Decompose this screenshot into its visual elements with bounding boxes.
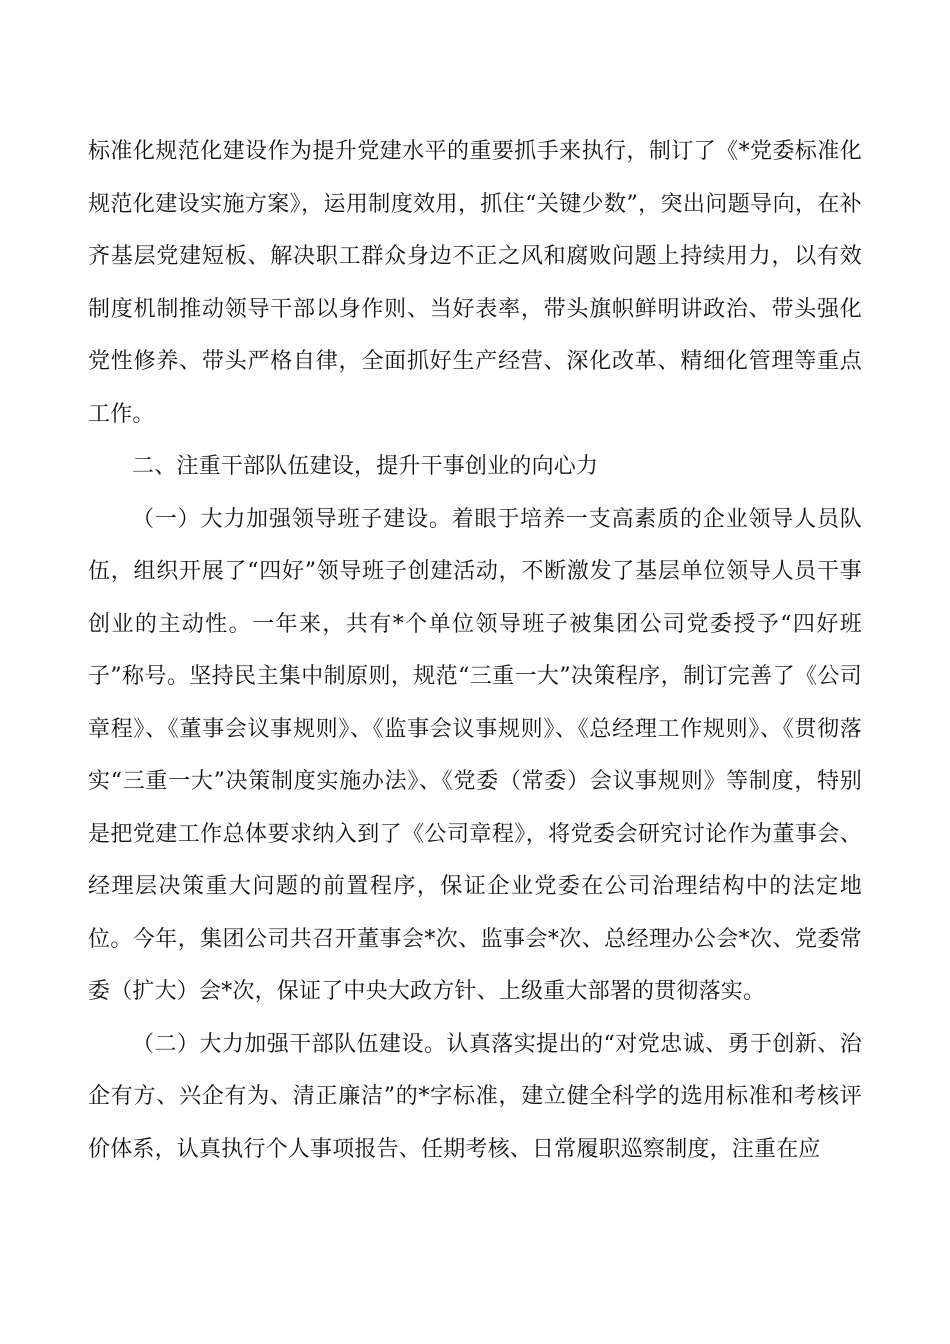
document-page (88, 126, 862, 1176)
body-paragraph-continued: 标准化规范化建设作为提升党建水平的重要抓手来执行，制订了《*党委标准化规范化建设实施方案》，运用制度效用，抓住“关键少数”，突出问题导向，在补齐基层党建短板、解决职工群众身边不正之风和腐败问题上持续用力，以有效制度机制推动领导干部以身作则、当好表率，带头旗帜鲜明讲政治、带头强化党性修养、带头严格自律，全面抓好生产经营、深化改革、精细化管理等重点工作。 (88, 139, 862, 427)
subsection-paragraph-cadres: （二）大力加强干部队伍建设。认真落实提出的“对党忠诚、勇于创新、治企有方、兴企有为、清正廉洁”的*字标准，建立健全科学的选用标准和考核评价体系，认真执行个人事项报告、任期考核、日常履职巡察制度，注重在应 (88, 1031, 862, 1162)
section-heading-two: 二、注重干部队伍建设，提升干事创业的向心力 (132, 454, 599, 479)
subsection-paragraph-leadership: （一）大力加强领导班子建设。着眼于培养一支高素质的企业领导人员队伍，组织开展了“四好”领导班子创建活动，不断激发了基层单位领导人员干事创业的主动性。一年来，共有*个单位领导班子被集团公司党委授予“四好班子”称号。坚持民主集中制原则，规范“三重一大”决策程序，制订完善了《公司章程》、《董事会议事规则》、《监事会议事规则》、《总经理工作规则》、《贯彻落实“三重一大”决策制度实施办法》、《党委（常委）会议事规则》等制度，特别是把党建工作总体要求纳入到了《公司章程》，将党委会研究讨论作为董事会、经理层决策重大问题的前置程序，保证企业党委在公司治理结构中的法定地位。今年，集团公司共召开董事会*次、监事会*次、总经理办公会*次、党委常委（扩大）会*次，保证了中央大政方针、上级重大部署的贯彻落实。 (88, 506, 862, 1004)
